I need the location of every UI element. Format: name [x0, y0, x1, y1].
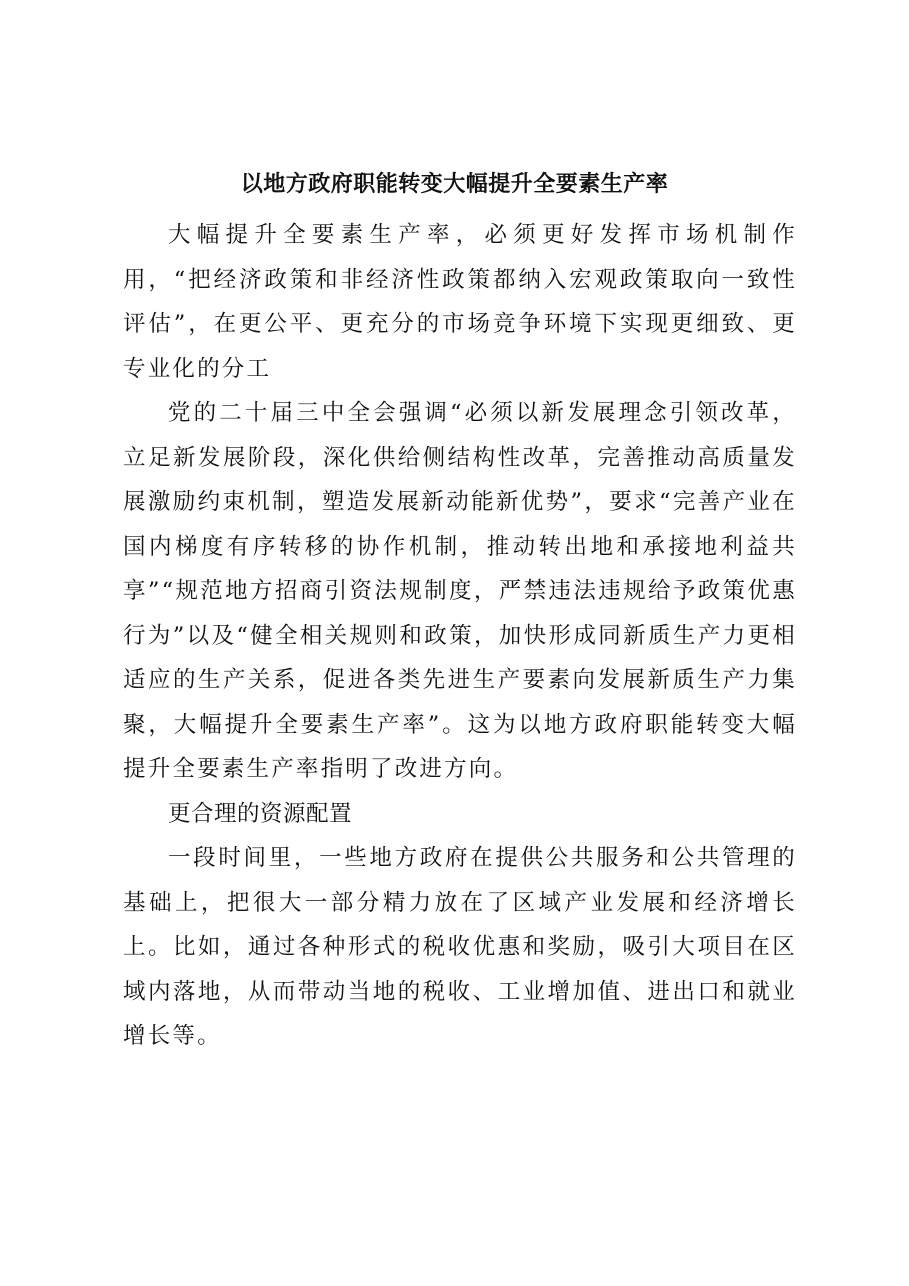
lead-paragraph: 大幅提升全要素生产率，必须更好发挥市场机制作用，“把经济政策和非经济性政策都纳入宏观政策取向一致性评估”，在更公平、更充分的市场竞争环境下实现更细致、更专业化的分工	[123, 222, 797, 382]
paragraph-3: 一段时间里，一些地方政府在提供公共服务和公共管理的基础上，把很大一部分精力放在了区域产业发展和经济增长上。比如，通过各种形式的税收优惠和奖励，吸引大项目在区域内落地，从而带动当地的税收、工业增加值、进出口和就业增长等。	[123, 845, 797, 1049]
section-heading: 更合理的资源配置	[168, 800, 353, 827]
document-body	[123, 213, 797, 1059]
paragraph-2: 党的二十届三中全会强调“必须以新发展理念引领改革，立足新发展阶段，深化供给侧结构性改革，完善推动高质量发展激励约束机制，塑造发展新动能新优势”，要求“完善产业在国内梯度有序转移的协作机制，推动转出地和承接地利益共享”“规范地方招商引资法规制度，严禁违法违规给予政策优惠行为”以及“健全相关规则和政策，加快形成同新质生产力更相适应的生产关系，促进各类先进生产要素向发展新质生产力集聚，大幅提升全要素生产率”。这为以地方政府职能转变大幅提升全要素生产率指明了改进方向。	[123, 400, 797, 782]
document-title: 以地方政府职能转变大幅提升全要素生产率	[240, 171, 669, 197]
